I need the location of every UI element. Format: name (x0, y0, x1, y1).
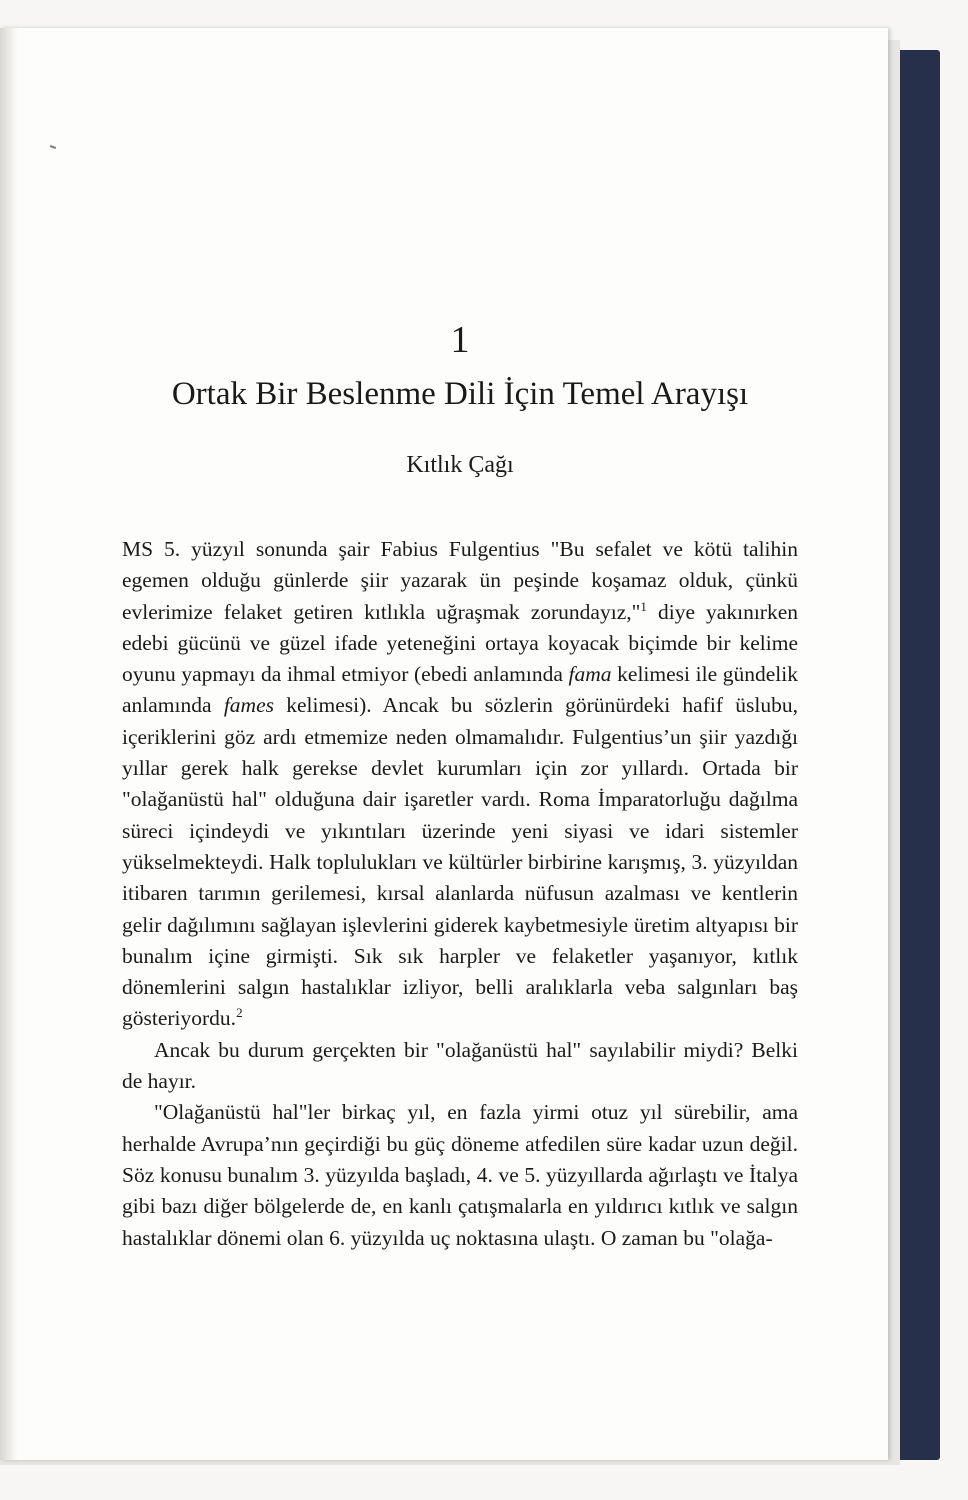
section-title: Kıtlık Çağı (406, 452, 514, 478)
body-text (122, 534, 798, 1254)
page-gutter-shadow (0, 28, 18, 1460)
text-segment: "Olağanüstü hal"ler birkaç yıl, en fazla yirmi otuz yıl sürebilir, ama herhalde Avrupa’nın geçirdiği bu güç döneme atfedilen süre kadar uzun değil. Söz konusu bunalım 3. yüzyılda başladı, 4. ve 5. yüzyıllarda ağırlaştı ve İtalya gibi bazı diğer bölgelerde de, en kanlı çatışmalarla en yıldırıcı kıtlık ve salgın hastalıklar dönemi olan 6. yüzyılda uç noktasına ulaştı. O zaman bu "olağa- (122, 1100, 798, 1250)
ink-fleck (50, 145, 56, 149)
chapter-title: Ortak Bir Beslenme Dili İçin Temel Arayışı (171, 376, 749, 412)
footnote-marker: 2 (236, 1005, 243, 1021)
chapter-number: 1 (450, 319, 470, 361)
text-segment: kelimesi). Ancak bu sözlerin görünürdeki hafif üslubu, içeriklerini göz ardı etmemize neden olmamalıdır. Fulgentius’un şiir yazdığı yıllar gerek halk gerekse devlet kurumları için zor yıllardı. Ortada bir "olağanüstü hal" olduğuna dair işaretler vardı. Roma İmparatorluğu dağılma süreci içindeydi ve yıkıntıları üzerinde yeni siyasi ve idari sistemler yükselmekteydi. Halk toplulukları ve kültürler birbirine karışmış, 3. yüzyıldan itibaren tarımın gerilemesi, kırsal alanlarda nüfusun azalması ve kentlerin gelir dağılımını sağlayan işlevlerini giderek kaybetmesiyle üretim altyapısı bir bunalım içine girmişti. Sık sık harpler ve felaketler yaşanıyor, kıtlık dönemlerini salgın hastalıklar izliyor, belli aralıklarla veba salgınları baş gösteriyordu. (122, 693, 798, 1031)
page-content (122, 298, 798, 1254)
text-segment: Ancak bu durum gerçekten bir "olağanüstü hal" sayılabilir miydi? Belki de hayır. (122, 1037, 798, 1094)
paragraph (122, 534, 798, 1035)
text-segment: kelimesi ile gündelik anlamında (122, 662, 798, 718)
book-page (0, 28, 888, 1460)
italic-term: fames (223, 693, 274, 718)
paragraph (122, 1097, 798, 1253)
italic-term: fama (568, 662, 612, 687)
footnote-marker: 1 (640, 598, 647, 614)
text-segment: MS 5. yüzyıl sonunda şair Fabius Fulgentius "Bu sefalet ve kötü talihin egemen olduğu günlerde şiir yazarak ün peşinde koşamaz olduk, çünkü evlerimize felaket getiren kıtlıkla uğraşmak zorundayız," (122, 537, 798, 624)
text-segment: diye yakınırken edebi gücünü ve güzel ifade yeteneğini ortaya koyacak biçimde bir kelime oyunu yapmayı da ihmal etmiyor (ebedi anlamında (122, 599, 798, 687)
paragraph (122, 1035, 798, 1098)
